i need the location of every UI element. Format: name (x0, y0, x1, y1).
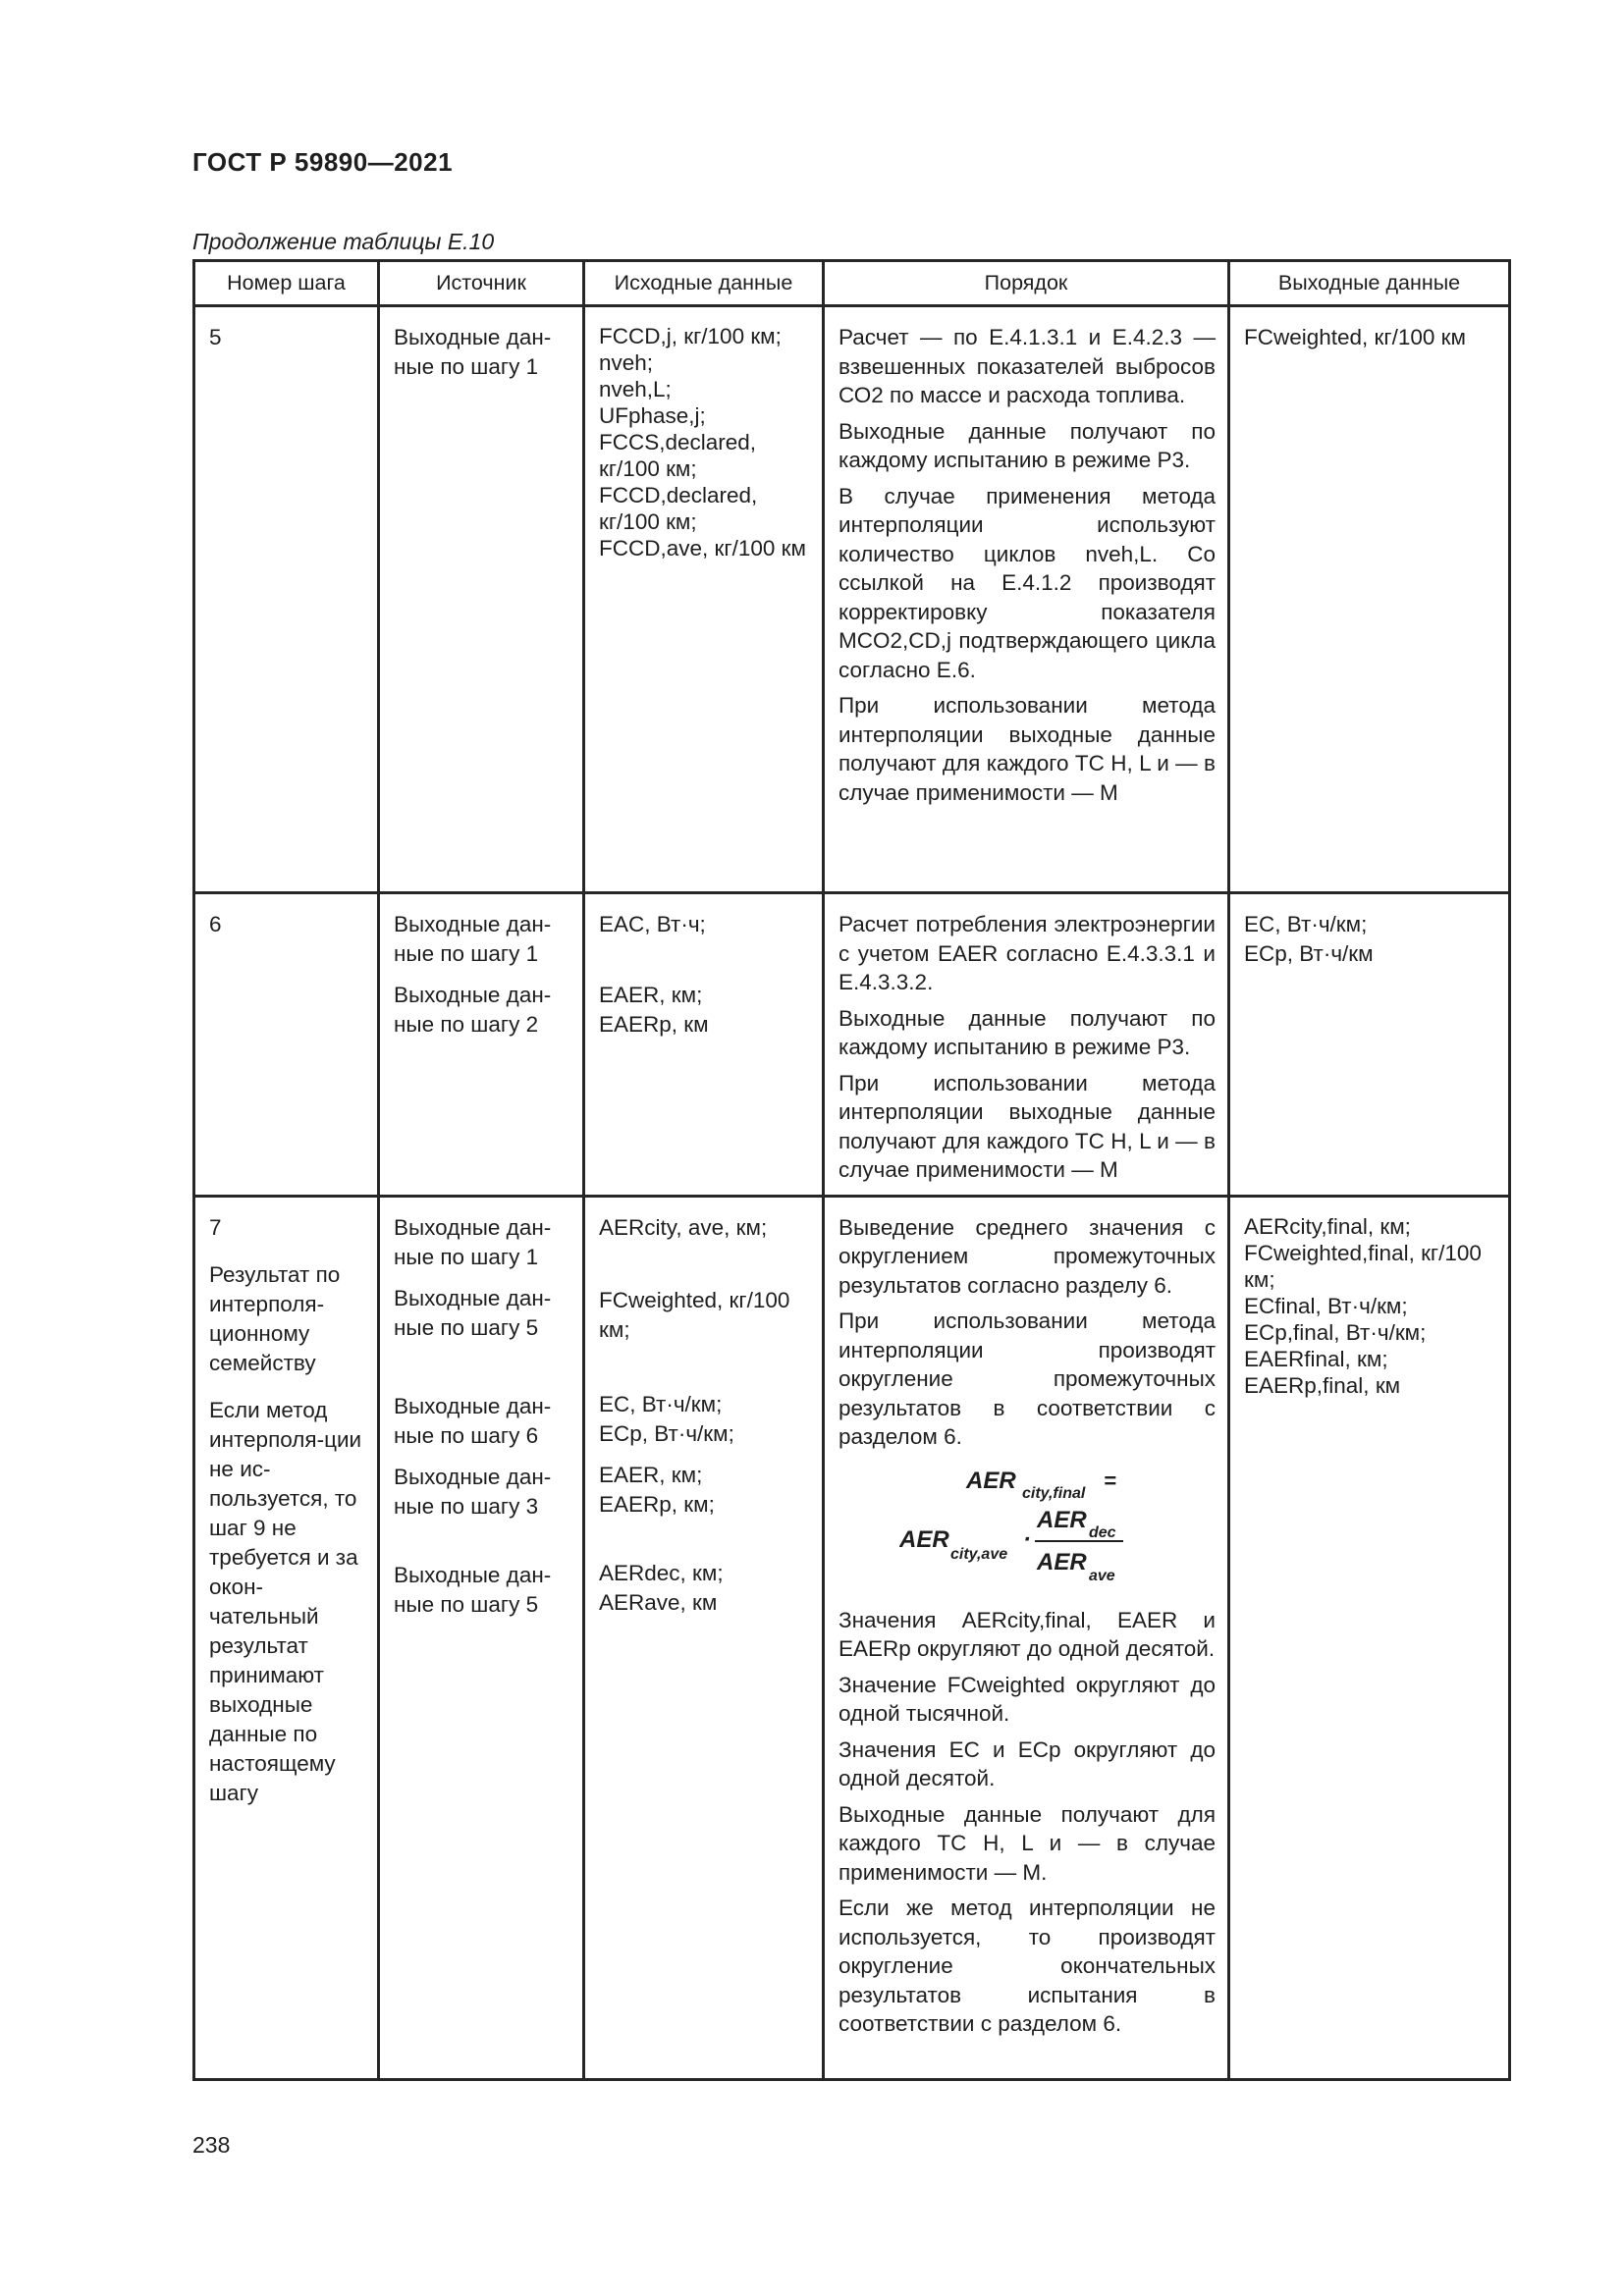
step-number: 6 (194, 893, 379, 1197)
table-row (194, 1196, 1510, 2079)
procedure-cell: Расчет потребления электроэнергии с учетом EAER согласно Е.4.3.3.1 и Е.4.3.3.2. Выходные данные получают по каждому испытанию в режиме Р3. При использовании метода интерполяции выходные данные получают для каждого ТС Н, L и — в случае применимости — М (824, 893, 1229, 1197)
formula-term: AER (899, 1525, 949, 1553)
output-cell: AERcity,final, км; FCweighted,final, кг/100 км; ECfinal, Вт·ч/км; ECp,final, Вт·ч/км; EAERfinal, км; EAERp,final, км (1229, 1196, 1510, 2079)
column-header: Исходные данные (584, 261, 824, 306)
page-number: 238 (192, 2132, 231, 2158)
input-cell: AERcity, ave, км; FCweighted, кг/100 км; EC, Вт·ч/км; ECp, Вт·ч/км; EAER, км; EAERp, км; AERdec, км; AERave, км (584, 1196, 824, 2079)
formula-equals: = (1104, 1468, 1116, 1493)
column-header: Номер шага (194, 261, 379, 306)
output-cell: FCweighted, кг/100 км (1229, 306, 1510, 893)
column-header: Порядок (824, 261, 1229, 306)
aer-city-final-formula (839, 1459, 1216, 1596)
table-row (194, 306, 1510, 893)
formula-lhs-sub: city,final (1022, 1484, 1086, 1502)
formula-denominator: AER (1037, 1548, 1087, 1575)
procedure-cell: Выведение среднего значения с округлением промежуточных результатов согласно разделу 6. При использовании метода интерполяции производят округление промежуточных результатов в соответствии с разделом 6. AER city,final = AER city,ave · AER dec AER ave Значения AERcity,final, EAER и EAERp округляют до одной десятой. Значение FCweighted округляют до одной тысячной. Значения EC и ECp округляют до одной десятой. Выходные данные получают для каждого ТС Н, L и — в случае применимости — М. Если же метод интерполяции не используется, то производят округление окончательных результатов испытания в соответствии с разделом 6. (824, 1196, 1229, 2079)
source-cell: Выходные дан-ные по шагу 1 (379, 306, 584, 893)
input-cell: FCCD,j, кг/100 км; nveh; nveh,L; UFphase,j; FCCS,declared, кг/100 км; FCCD,declared, кг/100 км; FCCD,ave, кг/100 км (584, 306, 824, 893)
column-header: Источник (379, 261, 584, 306)
table-header-row (194, 261, 1510, 306)
input-cell: EAC, Вт·ч; EAER, км; EAERp, км (584, 893, 824, 1197)
document-header: ГОСТ Р 59890—2021 (192, 147, 454, 177)
formula-numerator-sub: dec (1089, 1523, 1116, 1541)
formula-numerator: AER (1037, 1506, 1087, 1533)
column-header: Выходные данные (1229, 261, 1510, 306)
table-row (194, 893, 1510, 1197)
formula-denominator-sub: ave (1089, 1567, 1115, 1584)
output-cell: EC, Вт·ч/км; ECp, Вт·ч/км (1229, 893, 1510, 1197)
steps-table (192, 259, 1511, 2081)
step-number: 7 Результат по интерполя-ционному семейству Если метод интерполя-ции не ис-пользуется, то шаг 9 не требуется и за окон-чательный результат принимают выходные данные по настоящему шагу (194, 1196, 379, 2079)
source-cell: Выходные дан-ные по шагу 1 Выходные дан-ные по шагу 2 (379, 893, 584, 1197)
procedure-cell: Расчет — по Е.4.1.3.1 и Е.4.2.3 — взвешенных показателей выбросов СО2 по массе и расхода топлива. Выходные данные получают по каждому испытанию в режиме Р3. В случае применения метода интерполяции используют количество циклов nveh,L. Со ссылкой на Е.4.1.2 производят корректировку показателя MCO2,CD,j подтверждающего цикла согласно Е.6. При использовании метода интерполяции выходные данные получают для каждого ТС Н, L и — в случае применимости — М (824, 306, 1229, 893)
formula-lhs: AER (966, 1467, 1016, 1494)
formula-term-sub: city,ave (950, 1545, 1008, 1563)
source-cell: Выходные дан-ные по шагу 1 Выходные дан-ные по шагу 5 Выходные дан-ные по шагу 6 Выходные дан-ные по шагу 3 Выходные дан-ные по шагу 5 (379, 1196, 584, 2079)
table-caption: Продолжение таблицы Е.10 (192, 229, 495, 254)
formula-dot: · (1023, 1525, 1031, 1553)
step-number: 5 (194, 306, 379, 893)
